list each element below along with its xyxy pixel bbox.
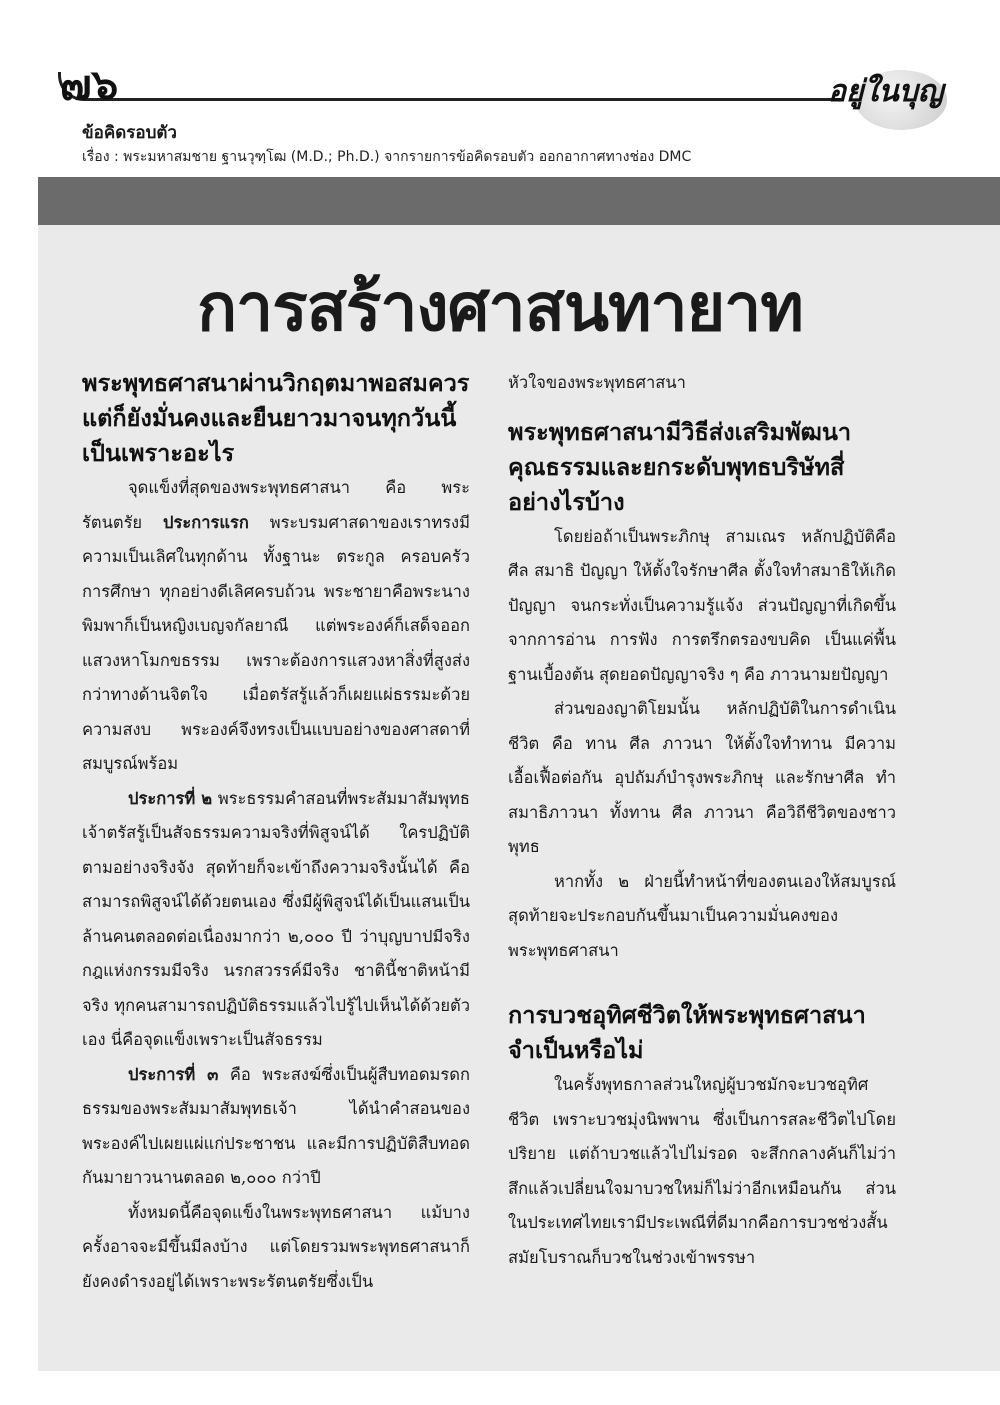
title-band: [38, 177, 1000, 225]
paragraph: ทั้งหมดนี้คือจุดแข็งในพระพุทธศาสนา แม้บางครั้งอาจจะมีขึ้นมีลงบ้าง แต่โดยรวมพระพุทธศาสนาก็ยังคงดำรงอยู่ได้เพราะพระรัตนตรัยซึ่งเป็น: [82, 1202, 470, 1291]
paragraph: [82, 471, 470, 782]
paragraph: [82, 782, 470, 1058]
page-header: [0, 0, 1000, 175]
paragraph: หากทั้ง ๒ ฝ่ายนี้ทำหน้าที่ของตนเองให้สมบูรณ์ สุดท้ายจะประกอบกันขึ้นมาเป็นความมั่นคงของพระพุทธศาสนา: [508, 871, 896, 960]
paragraph-text: จุดแข็งที่สุดของพระพุทธศาสนา คือ พระรัตนตรัย: [82, 478, 470, 532]
byline: เรื่อง : พระมหาสมชาย ฐานวุฑฺโฒ (M.D.; Ph.D.) จากรายการข้อคิดรอบตัว ออกอากาศทางช่อง DMC: [82, 149, 692, 165]
spacer: [508, 968, 896, 998]
paragraph: ส่วนของญาติโยมนั้น หลักปฏิบัติในการดำเนินชีวิต คือ ทาน ศีล ภาวนา ให้ตั้งใจทำทาน มีความเอื้อเฟื้อต่อกัน อุปถัมภ์บำรุงพระภิกษุ และรักษาศีล ทำสมาธิภาวนา ทั้งทาน ศีล ภาวนา คือวิถีชีวิตของชาวพุทธ: [508, 699, 896, 856]
right-column: [508, 366, 896, 1275]
emphasis-text: ประการแรก: [163, 512, 249, 532]
magazine-logo: อยู่ในบุญ: [828, 74, 944, 109]
paragraph: ในครั้งพุทธกาลส่วนใหญ่ผู้บวชมักจะบวชอุทิศชีวิต เพราะบวชมุ่งนิพพาน ซึ่งเป็นการสละชีวิตไปโดยปริยาย แต่ถ้าบวชแล้วไปไม่รอด จะสึกกลางคันก็ไม่ว่า สึกแล้วเปลี่ยนใจมาบวชใหม่ก็ไม่ว่าอีกเหมือนกัน ส่วนในประเทศไทยเรามีประเพณีที่ดีมากคือการบวชช่วงสั้น สมัยโบราณก็บวชในช่วงเข้าพรรษา: [508, 1075, 896, 1267]
article-title: การสร้างศาสนทายาท: [197, 269, 803, 346]
header-decorative-line: [58, 72, 841, 101]
section-heading: พระพุทธศาสนาผ่านวิกฤตมาพอสมควร แต่ก็ยังมั่นคงและยืนยาวมาจนทุกวันนี้ เป็นเพราะอะไร: [82, 369, 470, 467]
paragraph-text: คือ พระสงฆ์ซึ่งเป็นผู้สืบทอดมรดกธรรมของพระสัมมาสัมพุทธเจ้า ได้นำคำสอนของพระองค์ไปเผยแผ่แก่ประชาชน และมีการปฏิบัติสืบทอดกันมายาวนานตลอด ๒,๐๐๐ กว่าปี: [82, 1064, 470, 1187]
paragraph: โดยย่อถ้าเป็นพระภิกษุ สามเณร หลักปฏิบัติคือ ศีล สมาธิ ปัญญา ให้ตั้งใจรักษาศีล ตั้งใจทำสมาธิให้เกิดปัญญา จนกระทั่งเป็นความรู้แจ้ง ส่วนปัญญาที่เกิดขึ้นจากการอ่าน การฟัง การตรึกตรองขบคิด เป็นแค่พื้นฐานเบื้องต้น สุดยอดปัญญาจริง ๆ คือ ภาวนามยปัญญา: [508, 526, 896, 684]
emphasis-text: ประการที่ ๒: [128, 788, 213, 808]
paragraph-text: พระธรรมคำสอนที่พระสัมมาสัมพุทธเจ้าตรัสรู้เป็นสัจธรรมความจริงที่พิสูจน์ได้ ใครปฏิบัติตามอย่างจริงจัง สุดท้ายก็จะเข้าถึงความจริงนั้นได้ คือสามารถพิสูจน์ได้ด้วยตนเอง ซึ่งมีผู้พิสูจน์ได้เป็นแสนเป็นล้านคนตลอดต่อเนื่องมากว่า ๒,๐๐๐ ปี ว่าบุญบาปมีจริง กฎแห่งกรรมมีจริง นรกสวรรค์มีจริง ชาตินี้ชาติหน้ามีจริง ทุกคนสามารถปฏิบัติธรรมแล้วไปรู้ไปเห็นได้ด้วยตัวเอง นี่คือจุดแข็งเพราะเป็นสัจธรรม: [82, 788, 470, 1049]
page-number: ๗๖: [60, 60, 119, 109]
paragraph: [82, 1058, 470, 1196]
section-label: ข้อคิดรอบตัว: [82, 123, 177, 143]
left-column: [82, 366, 470, 1299]
spacer: [508, 401, 896, 415]
emphasis-text: ประการที่ ๓: [128, 1064, 219, 1084]
section-heading: การบวชอุทิศชีวิตให้พระพุทธศาสนาจำเป็นหรือไม่: [508, 1001, 866, 1064]
paragraph: หัวใจของพระพุทธศาสนา: [508, 373, 686, 392]
section-heading: พระพุทธศาสนามีวิธีส่งเสริมพัฒนาคุณธรรมและยกระดับพุทธบริษัทสี่อย่างไรบ้าง: [508, 417, 852, 516]
paragraph-text: พระบรมศาสดาของเราทรงมีความเป็นเลิศในทุกด้าน ทั้งฐานะ ตระกูล ครอบครัว การศึกษา ทุกอย่างดีเลิศครบถ้วน พระชายาคือพระนางพิมพาก็เป็นหญิงเบญจกัลยาณี แต่พระองค์ก็เสด็จออกแสวงหาโมกขธรรม เพราะต้องการแสวงหาสิ่งที่สูงส่งกว่าทางด้านจิตใจ เมื่อตรัสรู้แล้วก็เผยแผ่ธรรมะด้วยความสงบ พระองค์จึงทรงเป็นแบบอย่างของศาสดาที่สมบูรณ์พร้อม: [82, 512, 470, 773]
